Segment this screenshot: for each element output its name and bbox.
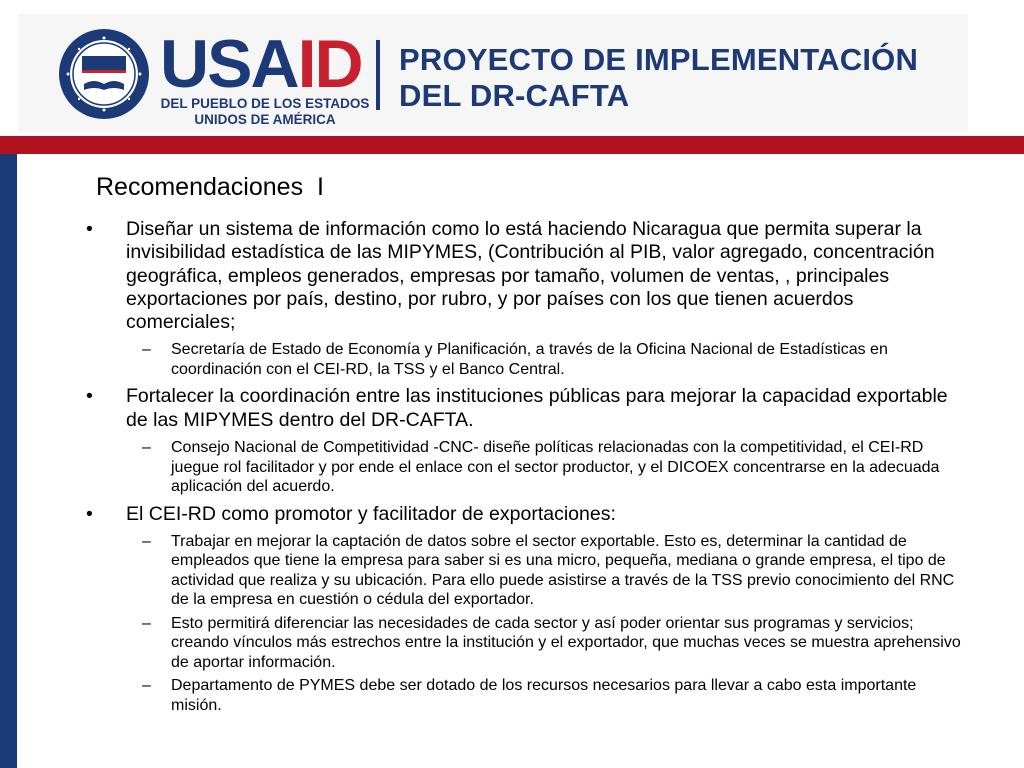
sub-item	[86, 438, 966, 497]
logo-usa: USA	[160, 26, 298, 102]
bullet-text: Fortalecer la coordinación entre las instituciones públicas para mejorar la capacidad exportable de las MIPYMES dentro del DR-CAFTA.	[126, 385, 948, 431]
logo-subtitle-line2: UNIDOS DE AMÉRICA	[194, 112, 336, 127]
sub-item-text: Departamento de PYMES debe ser dotado de los recursos necesarios para llevar a cabo esta importante misión.	[171, 677, 917, 714]
red-band	[0, 136, 1024, 154]
dash-marker: –	[142, 341, 151, 359]
usaid-logo	[160, 26, 362, 102]
bullet-marker: •	[86, 385, 93, 408]
logo-subtitle	[160, 96, 370, 128]
dash-marker: –	[142, 439, 151, 457]
sub-item	[86, 340, 966, 379]
usaid-seal-icon	[58, 28, 150, 120]
bullet-text: Diseñar un sistema de información como lo está haciendo Nicaragua que permita superar la invisibilidad estadística de las MIPYMES, (Contribución al PIB, valor agregado, concentración geográfica, empleos generados, empresas por tamaño, volumen de ventas, , principales exportaciones por país, destino, por rubro, y por países con los que tienen acuerdos comerciales;	[126, 218, 935, 334]
logo-subtitle-line1: DEL PUEBLO DE LOS ESTADOS	[160, 96, 370, 111]
logo-aid: ID	[297, 26, 362, 102]
sub-item-text: Secretaría de Estado de Economía y Planificación, a través de la Oficina Nacional de Estadísticas en coordinación con el CEI-RD, la TSS y el Banco Central.	[171, 341, 888, 378]
sub-list	[86, 532, 966, 716]
sub-item-text: Esto permitirá diferenciar las necesidades de cada sector y así poder orientar sus programas y servicios; creando vínculos más estrechos entre la institución y el exportador, que muchas veces se muestra aprehensivo de aportar información.	[171, 614, 961, 671]
logo-divider	[376, 40, 380, 110]
sub-item-text: Trabajar en mejorar la captación de datos sobre el sector exportable. Esto es, determinar la cantidad de empleados que tiene la empresa para saber si es una micro, pequeña, mediana o grande empresa, el tipo de actividad que realiza y su ubicación. Para ello puede asistirse a través de la TSS previo conocimiento del RNC de la empresa en cuestión o cédula del exportador.	[171, 532, 955, 609]
bullet-text: El CEI-RD como promotor y facilitador de exportaciones:	[126, 502, 616, 525]
slide-content	[86, 218, 966, 721]
project-title	[399, 42, 918, 114]
bullet-item	[86, 218, 966, 334]
dash-marker: –	[142, 677, 151, 695]
bullet-item	[86, 503, 966, 526]
sub-item	[86, 532, 966, 610]
sub-item-text: Consejo Nacional de Competitividad -CNC- diseñe políticas relacionadas con la competitividad, el CEI-RD juegue rol facilitador y por ende el enlace con el sector productor, y el DICOEX concentrarse en la adecuada aplicación del acuerdo.	[171, 439, 940, 496]
bullet-marker: •	[86, 502, 93, 525]
project-title-line1: PROYECTO DE IMPLEMENTACIÓN	[399, 42, 919, 77]
sub-list	[86, 438, 966, 497]
dash-marker: –	[142, 614, 151, 632]
blue-sidebar-band	[0, 154, 17, 768]
sub-item	[86, 614, 966, 673]
slide-title: Recomendaciones I	[96, 173, 324, 201]
bullet-item	[86, 385, 966, 432]
sub-item	[86, 676, 966, 715]
dash-marker: –	[142, 532, 151, 550]
bullet-marker: •	[86, 218, 93, 240]
sub-list	[86, 340, 966, 379]
project-title-line2: DEL DR-CAFTA	[399, 78, 630, 113]
